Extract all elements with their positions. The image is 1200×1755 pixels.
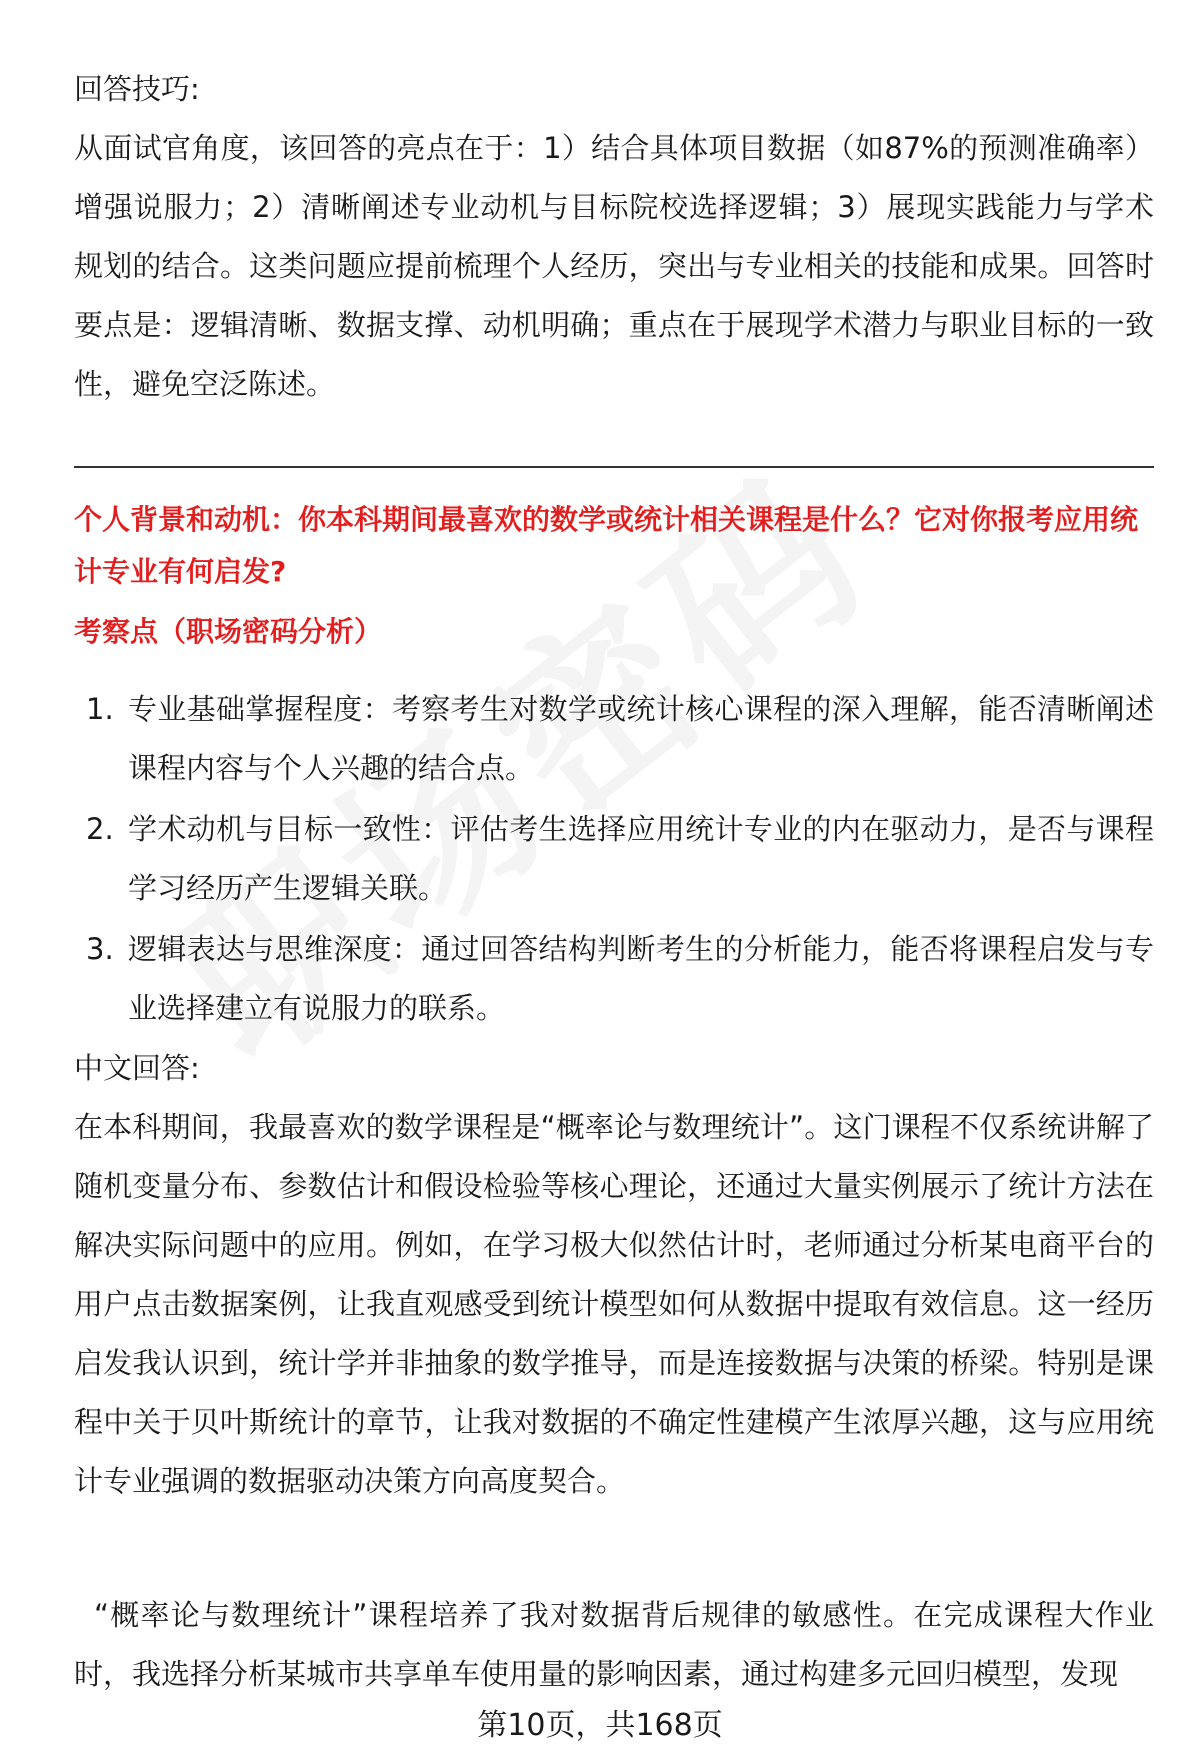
list-item-number: 2. <box>86 812 114 846</box>
list-item <box>74 800 1154 918</box>
list-item <box>74 680 1154 798</box>
page-number-footer: 第10页，共168页 <box>477 1708 723 1743</box>
list-item-number: 3. <box>86 932 114 966</box>
list-item-text: 逻辑表达与思维深度：通过回答结构判断考生的分析能力，能否将课程启发与专业选择建立有说服力的联系。 <box>128 932 1154 1025</box>
question-heading: 个人背景和动机：你本科期间最喜欢的数学或统计相关课程是什么？它对你报考应用统计专业有何启发? <box>74 503 1139 588</box>
list-item-number: 1. <box>86 692 114 726</box>
list-item-text: 专业基础掌握程度：考察考生对数学或统计核心课程的深入理解，能否清晰阐述课程内容与个人兴趣的结合点。 <box>128 692 1154 785</box>
answer-section <box>74 1041 1154 1511</box>
answer-label: 中文回答: <box>74 1051 200 1085</box>
list-item-text: 学术动机与目标一致性：评估考生选择应用统计专业的内在驱动力，是否与课程学习经历产生逻辑关联。 <box>128 812 1154 905</box>
tips-label: 回答技巧: <box>74 72 200 106</box>
section-divider <box>74 466 1154 468</box>
answer-paragraph-1: 在本科期间，我最喜欢的数学课程是“概率论与数理统计”。这门课程不仅系统讲解了随机变量分布、参数估计和假设检验等核心理论，还通过大量实例展示了统计方法在解决实际问题中的应用。例如，在学习极大似然估计时，老师通过分析某电商平台的用户点击数据案例，让我直观感受到统计模型如何从数据中提取有效信息。这一经历启发我认识到，统计学并非抽象的数学推导，而是连接数据与决策的桥梁。特别是课程中关于贝叶斯统计的章节，让我对数据的不确定性建模产生浓厚兴趣，这与应用统计专业强调的数据驱动决策方向高度契合。 <box>74 1110 1154 1498</box>
evaluation-points-list <box>74 680 1154 1040</box>
list-item <box>74 920 1154 1038</box>
tips-section <box>74 62 1154 414</box>
evaluation-subheading: 考察点（职场密码分析） <box>74 615 383 648</box>
tips-body: 从面试官角度，该回答的亮点在于：1）结合具体项目数据（如87%的预测准确率）增强说服力；2）清晰阐述专业动机与目标院校选择逻辑；3）展现实践能力与学术规划的结合。这类问题应提前梳理个人经历，突出与专业相关的技能和成果。回答时要点是：逻辑清晰、数据支撑、动机明确；重点在于展现学术潜力与职业目标的一致性，避免空泛陈述。 <box>74 131 1154 401</box>
answer-paragraph-2: “概率论与数理统计”课程培养了我对数据背后规律的敏感性。在完成课程大作业时，我选择分析某城市共享单车使用量的影响因素，通过构建多元回归模型，发现 <box>74 1598 1154 1691</box>
